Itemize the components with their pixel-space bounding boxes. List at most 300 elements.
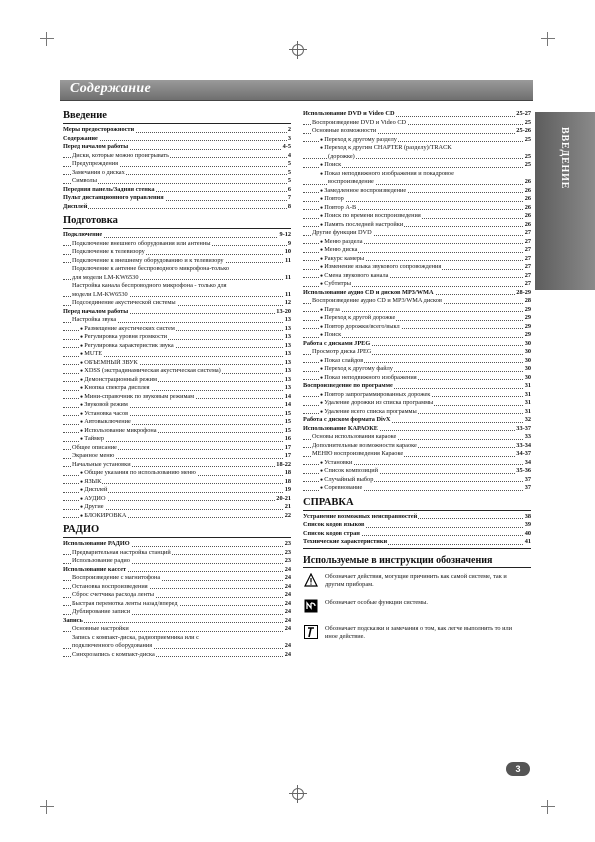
- toc-entry[interactable]: [303, 289, 531, 298]
- toc-entry-page: 27: [524, 229, 531, 236]
- toc-entry-label: ● Замедленное воспроизведение: [320, 187, 407, 194]
- toc-entry-label: Использование кассет: [63, 565, 127, 573]
- toc-entry-page: 31: [524, 390, 531, 398]
- section-divider: [303, 510, 531, 511]
- toc-entry[interactable]: [303, 221, 531, 230]
- toc-entry-page: 9: [287, 239, 291, 247]
- toc-entry[interactable]: [303, 306, 531, 315]
- toc-entry[interactable]: [63, 495, 291, 504]
- registration-mark-bottom: [292, 788, 304, 800]
- toc-entry-page: 7: [287, 194, 291, 201]
- toc-entry-label: ● Ракурс камеры: [320, 255, 365, 262]
- toc-entry[interactable]: [303, 450, 531, 459]
- toc-entry-page: 26: [524, 195, 531, 202]
- dot-leader: [63, 622, 291, 623]
- toc-entry-page: 30: [524, 373, 531, 381]
- toc-entry[interactable]: [63, 393, 291, 402]
- toc-entry[interactable]: [303, 408, 531, 417]
- toc-entry-label: Перед началом работы: [63, 307, 129, 315]
- toc-entry[interactable]: [63, 359, 291, 368]
- toc-entry-page: 35-36: [516, 467, 531, 474]
- toc-right-column: [303, 110, 531, 646]
- toc-entry-page: 27: [524, 254, 531, 262]
- toc-entry-label: ● Регулировка уровня громкости: [80, 333, 168, 340]
- toc-entry-label: Список кодов языков: [303, 521, 365, 528]
- crop-mark-bottom-right: [541, 800, 555, 814]
- toc-entry-label: ● Повтор дорожки/всего/выкл: [320, 323, 401, 330]
- toc-entry-page: 11: [285, 290, 291, 298]
- toc-entry-page: 30: [524, 348, 531, 355]
- toc-entry[interactable]: [303, 238, 531, 247]
- toc-entry-page: 9-12: [279, 231, 291, 238]
- toc-entry-page: 24: [284, 650, 291, 658]
- toc-entry-label: ● Демонстрационный режим: [80, 376, 158, 383]
- toc-entry[interactable]: [63, 282, 291, 291]
- toc-entry[interactable]: [63, 325, 291, 334]
- toc-entry-label: ● Меню раздела: [320, 238, 364, 245]
- toc-entry-page: 25: [524, 118, 531, 126]
- toc-entry-page: 4: [287, 151, 291, 159]
- toc-entry-page: 41: [524, 538, 531, 545]
- toc-entry-label: ● Повтор A-B: [320, 204, 357, 211]
- toc-entry-label: Основы использования караоке: [312, 433, 397, 440]
- toc-entry-label: ● Мини-справочник по звуковым режимам: [80, 393, 195, 400]
- toc-entry-label: Символы: [72, 177, 97, 184]
- toc-entry-label: Другие функции DVD: [312, 229, 372, 236]
- toc-entry-label: Основные настройки: [72, 625, 129, 632]
- toc-entry[interactable]: [63, 608, 291, 617]
- toc-entry-label: Подключение: [63, 231, 103, 238]
- toc-entry-label: Диски, которые можно проигрывать: [72, 151, 169, 159]
- toc-entry[interactable]: [303, 365, 531, 374]
- toc-entry-label: Воспроизведение по программе: [303, 382, 393, 389]
- toc-entry[interactable]: [303, 442, 531, 451]
- tip-icon: [304, 625, 318, 639]
- toc-entry-label: Предупреждения: [72, 160, 119, 167]
- toc-entry-label: ● Повтор запрограммированных дорожек: [320, 391, 431, 398]
- toc-entry[interactable]: [63, 452, 291, 461]
- toc-entry[interactable]: [303, 348, 531, 357]
- section-side-tab: [535, 112, 595, 290]
- toc-entry[interactable]: [63, 540, 291, 549]
- toc-entry[interactable]: [63, 299, 291, 308]
- toc-entry-page: 31: [524, 399, 531, 406]
- toc-entry-label: Передняя панель/Задняя стенка: [63, 185, 155, 193]
- toc-entry[interactable]: [303, 119, 531, 128]
- toc-entry[interactable]: [63, 435, 291, 444]
- toc-entry[interactable]: [63, 169, 291, 178]
- toc-entry-label: Работа с дисками JPEG: [303, 339, 371, 347]
- warning-icon: [304, 573, 318, 587]
- toc-entry-page: 23: [284, 540, 291, 547]
- toc-entry[interactable]: [303, 127, 531, 136]
- toc-left-column: [63, 110, 291, 659]
- toc-entry[interactable]: [63, 316, 291, 325]
- toc-entry-label: ● Субтитры: [320, 280, 352, 287]
- toc-entry-page: 26: [524, 178, 531, 185]
- toc-entry-label: ● Переход к другому разделу: [320, 136, 398, 143]
- toc-entry-page: 8: [287, 202, 291, 210]
- toc-entry[interactable]: [303, 331, 531, 340]
- toc-entry[interactable]: [303, 382, 531, 391]
- toc-entry-page: 37: [524, 484, 531, 491]
- toc-entry-label: Остановка воспроизведения: [72, 582, 148, 590]
- toc-entry-label: Замечания о дисках: [72, 168, 125, 176]
- toc-entry-page: 13: [284, 384, 291, 391]
- section-heading: Введение: [63, 110, 107, 121]
- toc-entry[interactable]: [303, 280, 531, 289]
- toc-entry[interactable]: [63, 186, 291, 195]
- toc-entry[interactable]: [63, 651, 291, 660]
- toc-entry[interactable]: [63, 600, 291, 609]
- toc-entry[interactable]: [63, 160, 291, 169]
- toc-entry[interactable]: [303, 297, 531, 306]
- toc-entry[interactable]: [63, 427, 291, 436]
- toc-entry[interactable]: [63, 503, 291, 512]
- toc-entry-label: ● Кнопка спектра дисплея: [80, 384, 151, 391]
- toc-entry-page: 27: [524, 263, 531, 270]
- toc-entry-label: Технические характеристики: [303, 538, 388, 545]
- toc-entry-label: ● ОБЪЕМНЫЙ ЗВУК: [80, 359, 139, 366]
- toc-entry[interactable]: [303, 153, 531, 162]
- toc-entry-label: МЕНЮ воспроизведения Караоке: [312, 450, 404, 457]
- toc-entry-label: Запись: [63, 616, 83, 624]
- toc-entry-page: 31: [524, 382, 531, 389]
- toc-entry-page: 23: [284, 548, 291, 556]
- toc-entry-page: 13: [284, 350, 291, 357]
- page-title: Содержание: [70, 81, 151, 96]
- toc-entry[interactable]: [303, 416, 531, 425]
- toc-entry-label: Устранение возможных неисправностей: [303, 512, 418, 520]
- section-heading: РАДИО: [63, 524, 100, 535]
- toc-entry[interactable]: [303, 340, 531, 349]
- section-divider: [63, 123, 291, 124]
- toc-entry-page: 14: [284, 401, 291, 408]
- toc-entry-label: Предварительная настройка станций: [72, 548, 171, 556]
- toc-entry[interactable]: [303, 195, 531, 204]
- toc-entry-page: 25: [524, 161, 531, 168]
- toc-entry-page: 11: [285, 256, 291, 264]
- toc-entry-label: ● Размещение акустических систем: [80, 325, 176, 332]
- crop-mark-bottom-left: [40, 800, 54, 814]
- toc-entry-label: Просмотр диска JPEG: [312, 348, 372, 355]
- toc-entry[interactable]: [303, 204, 531, 213]
- toc-entry-page: 11: [285, 273, 291, 281]
- toc-entry[interactable]: [303, 484, 531, 493]
- toc-entry[interactable]: [303, 521, 531, 530]
- toc-entry[interactable]: [303, 513, 531, 522]
- toc-entry-label: ● Изменение языка звукового сопровождения: [320, 263, 442, 270]
- toc-entry[interactable]: [63, 274, 291, 283]
- toc-entry-page: 13: [284, 375, 291, 383]
- toc-entry-label: Работа с диском формата DivX: [303, 416, 391, 423]
- toc-entry-label: воспроизведение: [328, 178, 374, 185]
- toc-entry-page: 5: [287, 160, 291, 167]
- toc-entry-label: Использование аудио CD и дисков MP3/WMA: [303, 288, 434, 296]
- toc-entry-label: Использование DVD и Video CD: [303, 110, 395, 117]
- toc-entry[interactable]: [63, 177, 291, 186]
- toc-entry[interactable]: [63, 367, 291, 376]
- toc-entry-label: ● Переход к другим CHAPTER (разделу)/TRACK: [320, 144, 453, 151]
- toc-entry[interactable]: [63, 231, 291, 240]
- toc-entry[interactable]: [63, 625, 291, 634]
- toc-entry[interactable]: [303, 246, 531, 255]
- toc-entry[interactable]: [303, 374, 531, 383]
- toc-entry-label: Подсоединение акустической системы: [72, 299, 176, 306]
- toc-entry-page: 24: [284, 565, 291, 573]
- toc-entry-page: 6: [287, 185, 291, 193]
- toc-entry[interactable]: [63, 486, 291, 495]
- toc-entry[interactable]: [303, 178, 531, 187]
- section-divider: [63, 228, 291, 229]
- legend-text: Обозначает особые функции системы.: [325, 598, 428, 606]
- section-heading: СПРАВКА: [303, 496, 354, 508]
- toc-entry-page: 17: [284, 452, 291, 459]
- toc-entry[interactable]: [303, 399, 531, 408]
- toc-entry-page: 18: [284, 469, 291, 476]
- toc-entry-page: 24: [284, 616, 291, 624]
- toc-entry-page: 23: [284, 557, 291, 564]
- toc-entry[interactable]: [303, 187, 531, 196]
- toc-entry[interactable]: [63, 333, 291, 342]
- legend-divider: [303, 567, 531, 568]
- toc-entry-label: ● Показ неподвижного изображения и покадровое: [320, 170, 455, 177]
- toc-entry[interactable]: [303, 459, 531, 468]
- toc-entry-label: Начальные установки: [72, 460, 131, 468]
- title-bar: [60, 80, 533, 101]
- toc-entry-page: 15: [284, 409, 291, 417]
- toc-entry-label: Меры предосторожности: [63, 126, 135, 133]
- toc-entry[interactable]: [303, 467, 531, 476]
- toc-entry-label: ● Другие: [80, 503, 105, 510]
- toc-entry-page: 26: [524, 212, 531, 219]
- toc-entry-page: 26: [524, 220, 531, 228]
- toc-entry[interactable]: [63, 566, 291, 575]
- toc-entry[interactable]: [63, 265, 291, 274]
- toc-entry-page: 4-5: [282, 143, 291, 150]
- toc-entry-label: ● Поиск по времени воспроизведения: [320, 212, 422, 219]
- toc-entry[interactable]: [303, 425, 531, 434]
- toc-entry-page: 27: [524, 246, 531, 253]
- toc-entry-page: 13: [284, 341, 291, 349]
- toc-entry[interactable]: [63, 461, 291, 470]
- toc-entry-label: Использование КАРАОКЕ: [303, 424, 378, 432]
- toc-entry-label: ● Установки: [320, 459, 353, 466]
- legend-text: Обозначает действия, могущие причинить как самой системе, так и другим приборам.: [325, 572, 507, 588]
- toc-entry[interactable]: [63, 478, 291, 487]
- toc-entry-label: ● Показ неподвижного изображения: [320, 374, 418, 381]
- toc-entry-page: 3: [287, 134, 291, 142]
- toc-entry[interactable]: [63, 126, 291, 135]
- toc-entry-label: Использование радио: [72, 557, 130, 564]
- toc-entry[interactable]: [63, 549, 291, 558]
- toc-entry[interactable]: [303, 212, 531, 221]
- toc-entry-page: 20-21: [276, 494, 291, 502]
- toc-entry[interactable]: [63, 342, 291, 351]
- toc-entry-page: 24: [284, 642, 291, 649]
- toc-entry[interactable]: [63, 308, 291, 317]
- toc-entry-page: 29: [524, 331, 531, 338]
- toc-entry[interactable]: [63, 135, 291, 144]
- toc-entry-page: 31: [524, 407, 531, 415]
- toc-entry-page: 33-34: [516, 441, 531, 449]
- toc-entry[interactable]: [303, 229, 531, 238]
- toc-entry-page: 2: [287, 126, 291, 133]
- toc-entry-label: Дублирование записи: [72, 608, 131, 615]
- toc-entry-label: Сброс счетчика расхода ленты: [72, 591, 154, 598]
- toc-entry-page: 24: [284, 625, 291, 632]
- legend-item: [303, 598, 531, 620]
- toc-entry-page: 13: [284, 324, 291, 332]
- toc-entry-label: ● Переход к другому файлу: [320, 365, 394, 372]
- toc-entry-label: Пульт дистанционного управления: [63, 194, 164, 201]
- toc-entry[interactable]: [303, 314, 531, 323]
- legend-heading: Используемые в инструкции обозначения: [303, 554, 493, 566]
- toc-entry-label: ● Звуковой режим: [80, 401, 129, 408]
- legend-item: [303, 572, 531, 594]
- toc-entry-page: 25-26: [516, 127, 531, 134]
- toc-entry-page: 15: [284, 426, 291, 434]
- toc-entry[interactable]: [303, 530, 531, 539]
- toc-entry-label: ● Соревнование: [320, 484, 363, 491]
- toc-entry[interactable]: [63, 469, 291, 478]
- toc-entry-label: ● Пауза: [320, 306, 341, 313]
- toc-entry[interactable]: [63, 583, 291, 592]
- toc-entry-label: Воспроизведение DVD и Video CD: [312, 118, 407, 126]
- toc-entry-page: 33: [524, 433, 531, 440]
- toc-entry[interactable]: [63, 248, 291, 257]
- toc-entry-label: для модели LM-KW6530: [72, 273, 139, 281]
- toc-entry[interactable]: [63, 642, 291, 651]
- page-number-badge: 3: [506, 762, 530, 776]
- toc-entry-page: 26: [524, 186, 531, 194]
- toc-entry-label: Использование РАДИО: [63, 540, 130, 547]
- toc-entry-page: 34-37: [516, 450, 531, 457]
- toc-entry[interactable]: [303, 433, 531, 442]
- toc-entry-page: 12: [284, 299, 291, 306]
- toc-entry-label: Дополнительные возможности караоке: [312, 441, 417, 449]
- toc-entry[interactable]: [303, 538, 531, 547]
- toc-entry[interactable]: [63, 401, 291, 410]
- toc-entry-page: 37: [524, 475, 531, 483]
- toc-entry-label: ● Переход к другой дорожке: [320, 314, 396, 321]
- toc-entry-page: 24: [284, 582, 291, 590]
- toc-entry-page: 15: [284, 418, 291, 425]
- toc-entry[interactable]: [63, 384, 291, 393]
- toc-entry-label: Синхрозапись с компакт-диска: [72, 650, 155, 658]
- toc-entry-page: 18-22: [276, 460, 291, 468]
- toc-entry-label: Основные возможности: [312, 127, 377, 134]
- toc-entry-label: ● Удаление дорожки из списка программы: [320, 399, 434, 406]
- toc-entry-label: ● Повтор: [320, 195, 345, 202]
- note-icon: [304, 599, 318, 613]
- toc-entry-label: (дорожке): [328, 152, 355, 160]
- toc-entry[interactable]: [303, 323, 531, 332]
- toc-entry[interactable]: [63, 152, 291, 161]
- toc-entry[interactable]: [63, 418, 291, 427]
- toc-entry-label: ● Общие указания по использованию меню: [80, 469, 197, 476]
- toc-entry-page: 33-37: [516, 424, 531, 432]
- toc-entry[interactable]: [303, 136, 531, 145]
- legend-divider-top: [303, 548, 531, 549]
- toc-entry[interactable]: [303, 161, 531, 170]
- toc-entry[interactable]: [63, 444, 291, 453]
- section-divider: [63, 537, 291, 538]
- toc-entry[interactable]: [63, 240, 291, 249]
- toc-entry-label: Общее описание: [72, 443, 117, 451]
- toc-entry[interactable]: [63, 591, 291, 600]
- toc-entry-label: ● Автовыключение: [80, 418, 132, 425]
- toc-entry[interactable]: [303, 391, 531, 400]
- toc-entry[interactable]: [303, 476, 531, 485]
- toc-entry[interactable]: [63, 257, 291, 266]
- toc-entry-page: 25: [524, 152, 531, 160]
- toc-entry[interactable]: [63, 194, 291, 203]
- toc-entry-label: Настройка звука: [72, 316, 117, 323]
- toc-entry[interactable]: [63, 574, 291, 583]
- toc-entry[interactable]: [63, 634, 291, 643]
- toc-entry-label: ● MUTE: [80, 350, 103, 357]
- toc-entry[interactable]: [303, 144, 531, 153]
- toc-entry-label: ● Показ слайдов: [320, 357, 364, 364]
- toc-entry[interactable]: [63, 617, 291, 626]
- toc-entry[interactable]: [303, 110, 531, 119]
- toc-entry-label: Подключение к антенне беспроводного микрофона-только: [72, 265, 230, 272]
- toc-entry[interactable]: [303, 263, 531, 272]
- toc-entry-label: ● Таймер: [80, 435, 105, 442]
- toc-entry[interactable]: [63, 410, 291, 419]
- toc-entry[interactable]: [303, 255, 531, 264]
- toc-entry-page: 40: [524, 529, 531, 537]
- toc-entry[interactable]: [63, 203, 291, 212]
- toc-entry[interactable]: [63, 512, 291, 521]
- toc-entry-label: ● Регулировка характеристик звука: [80, 342, 175, 349]
- toc-entry-page: 14: [284, 392, 291, 400]
- toc-entry[interactable]: [303, 357, 531, 366]
- toc-entry-page: 21: [284, 503, 291, 510]
- toc-entry-label: Экранное меню: [72, 452, 115, 459]
- toc-entry-label: ● АУДИО: [80, 495, 107, 502]
- toc-entry-label: ● Удаление всего списка программы: [320, 408, 418, 415]
- legend-item: [303, 624, 531, 646]
- toc-entry[interactable]: [303, 170, 531, 179]
- toc-entry-label: ● Поиск: [320, 331, 342, 338]
- toc-entry-page: 28: [524, 297, 531, 304]
- toc-entry[interactable]: [63, 376, 291, 385]
- toc-entry[interactable]: [63, 557, 291, 566]
- toc-entry[interactable]: [63, 350, 291, 359]
- section-heading: Подготовка: [63, 215, 118, 226]
- toc-entry[interactable]: [63, 143, 291, 152]
- toc-entry-page: 22: [284, 511, 291, 519]
- toc-entry-label: ● Смена звукового канала: [320, 272, 389, 279]
- toc-entry-page: 25: [524, 135, 531, 143]
- toc-entry-page: 13: [284, 358, 291, 366]
- toc-entry-label: ● Установка часов: [80, 410, 129, 417]
- crop-mark-top-right: [541, 32, 555, 46]
- toc-entry-page: 30: [524, 356, 531, 364]
- toc-entry-label: ● Память последней настройки: [320, 221, 404, 228]
- toc-entry-page: 27: [524, 271, 531, 279]
- toc-entry-label: Подключение к телевизору: [72, 248, 145, 255]
- toc-entry-label: подключенного оборудования: [72, 642, 153, 649]
- toc-entry[interactable]: [63, 291, 291, 300]
- toc-entry-page: 10: [284, 248, 291, 255]
- toc-entry-page: 13: [284, 367, 291, 374]
- toc-entry-label: ● Дисплей: [80, 486, 108, 493]
- toc-entry[interactable]: [303, 272, 531, 281]
- toc-entry-label: ● Случайный выбор: [320, 476, 374, 483]
